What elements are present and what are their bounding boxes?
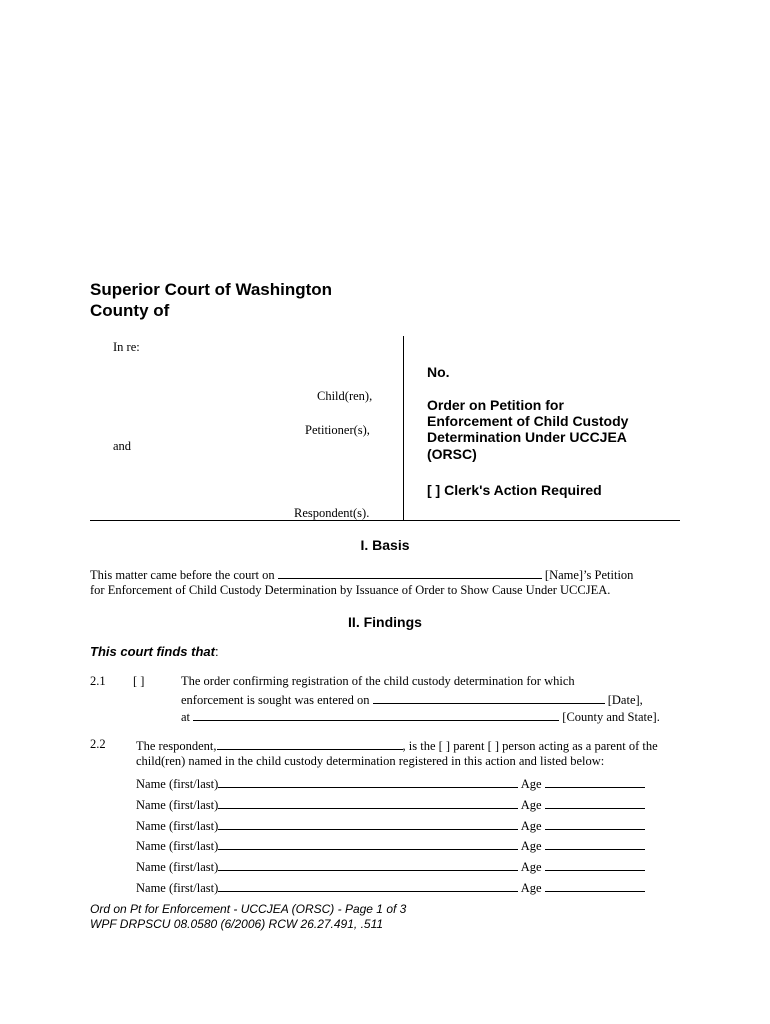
findings-intro-colon: : [214,644,219,659]
respondents-label: Respondent(s). [294,506,370,520]
child-age-field[interactable] [545,775,645,788]
child-row [136,817,645,834]
child-age-field[interactable] [545,858,645,871]
hearing-date-field[interactable] [278,566,542,579]
child-age-label: Age [520,798,542,812]
date-label: [Date], [607,693,643,707]
caption-divider-horizontal [90,520,680,521]
child-age-field[interactable] [545,817,645,830]
child-age-field[interactable] [545,796,645,809]
petition-name-text: [Name]’s Petition [544,568,634,582]
child-row [136,837,645,854]
child-age-label: Age [520,839,542,853]
child-name-field[interactable] [218,796,518,809]
in-re-label: In re: [113,340,140,354]
finding-2-1-number: 2.1 [90,674,106,688]
child-name-field[interactable] [218,879,518,892]
child-age-label: Age [520,777,542,791]
registration-date-field[interactable] [373,691,605,704]
court-name: Superior Court of Washington [90,280,333,299]
finding-2-1-line-1: The order confirming registration of the child custody determination for which [181,674,575,688]
child-name-field[interactable] [218,837,518,850]
basis-line-2: for Enforcement of Child Custody Determination by Issuance of Order to Show Cause Under UCCJEA. [90,583,611,597]
child-name-label: Name (first/last) [136,777,219,791]
registration-entered-text: enforcement is sought was entered on [181,693,370,707]
child-age-label: Age [520,881,542,895]
respondent-name-field[interactable] [217,737,403,750]
findings-intro-text: This court finds that [90,644,215,659]
county-label: County of [90,301,170,320]
document-title-line-4: (ORSC) [427,446,477,462]
child-name-field[interactable] [218,775,518,788]
document-title-line-1: Order on Petition for [427,397,564,413]
child-age-field[interactable] [545,837,645,850]
footer-line-1: Ord on Pt for Enforcement - UCCJEA (ORSC) - Page 1 of 3 [90,902,407,916]
footer-line-2: WPF DRPSCU 08.0580 (6/2006) RCW 26.27.491, .511 [90,917,384,931]
finding-2-2-line-1 [136,737,658,754]
and-label: and [113,439,132,453]
section-heading-findings: II. Findings [348,614,422,630]
petitioners-label: Petitioner(s), [305,423,370,437]
finding-2-1-checkbox[interactable]: [ ] [133,674,145,688]
case-number-label: No. [427,364,450,380]
basis-intro-text: This matter came before the court on [90,568,275,582]
child-name-label: Name (first/last) [136,860,219,874]
findings-intro [90,644,219,659]
child-row [136,796,645,813]
finding-2-2-number: 2.2 [90,737,106,751]
finding-2-1-line-3 [181,708,660,725]
finding-2-2-line-2: child(ren) named in the child custody determination registered in this action and listed below: [136,754,605,768]
child-name-field[interactable] [218,858,518,871]
county-state-label: [County and State]. [562,710,660,724]
section-heading-basis: I. Basis [360,537,410,553]
child-row [136,879,645,896]
basis-line-1 [90,566,633,583]
child-name-label: Name (first/last) [136,798,219,812]
child-name-label: Name (first/last) [136,839,219,853]
child-name-label: Name (first/last) [136,881,219,895]
caption-divider-vertical [403,336,404,520]
child-age-label: Age [520,860,542,874]
clerk-action-checkbox[interactable]: [ ] Clerk's Action Required [427,482,602,498]
document-title-line-3: Determination Under UCCJEA [427,429,627,445]
child-row [136,775,645,792]
child-age-field[interactable] [545,879,645,892]
parent-role-text[interactable]: , is the [ ] parent [ ] person acting as a parent of the [402,739,658,753]
county-state-field[interactable] [193,708,559,721]
child-age-label: Age [520,819,542,833]
children-label: Child(ren), [317,389,373,403]
child-row [136,858,645,875]
child-name-field[interactable] [218,817,518,830]
at-text: at [181,710,191,724]
child-name-label: Name (first/last) [136,819,219,833]
document-title-line-2: Enforcement of Child Custody [427,413,629,429]
finding-2-1-line-2 [181,691,643,708]
respondent-text: The respondent, [136,739,217,753]
